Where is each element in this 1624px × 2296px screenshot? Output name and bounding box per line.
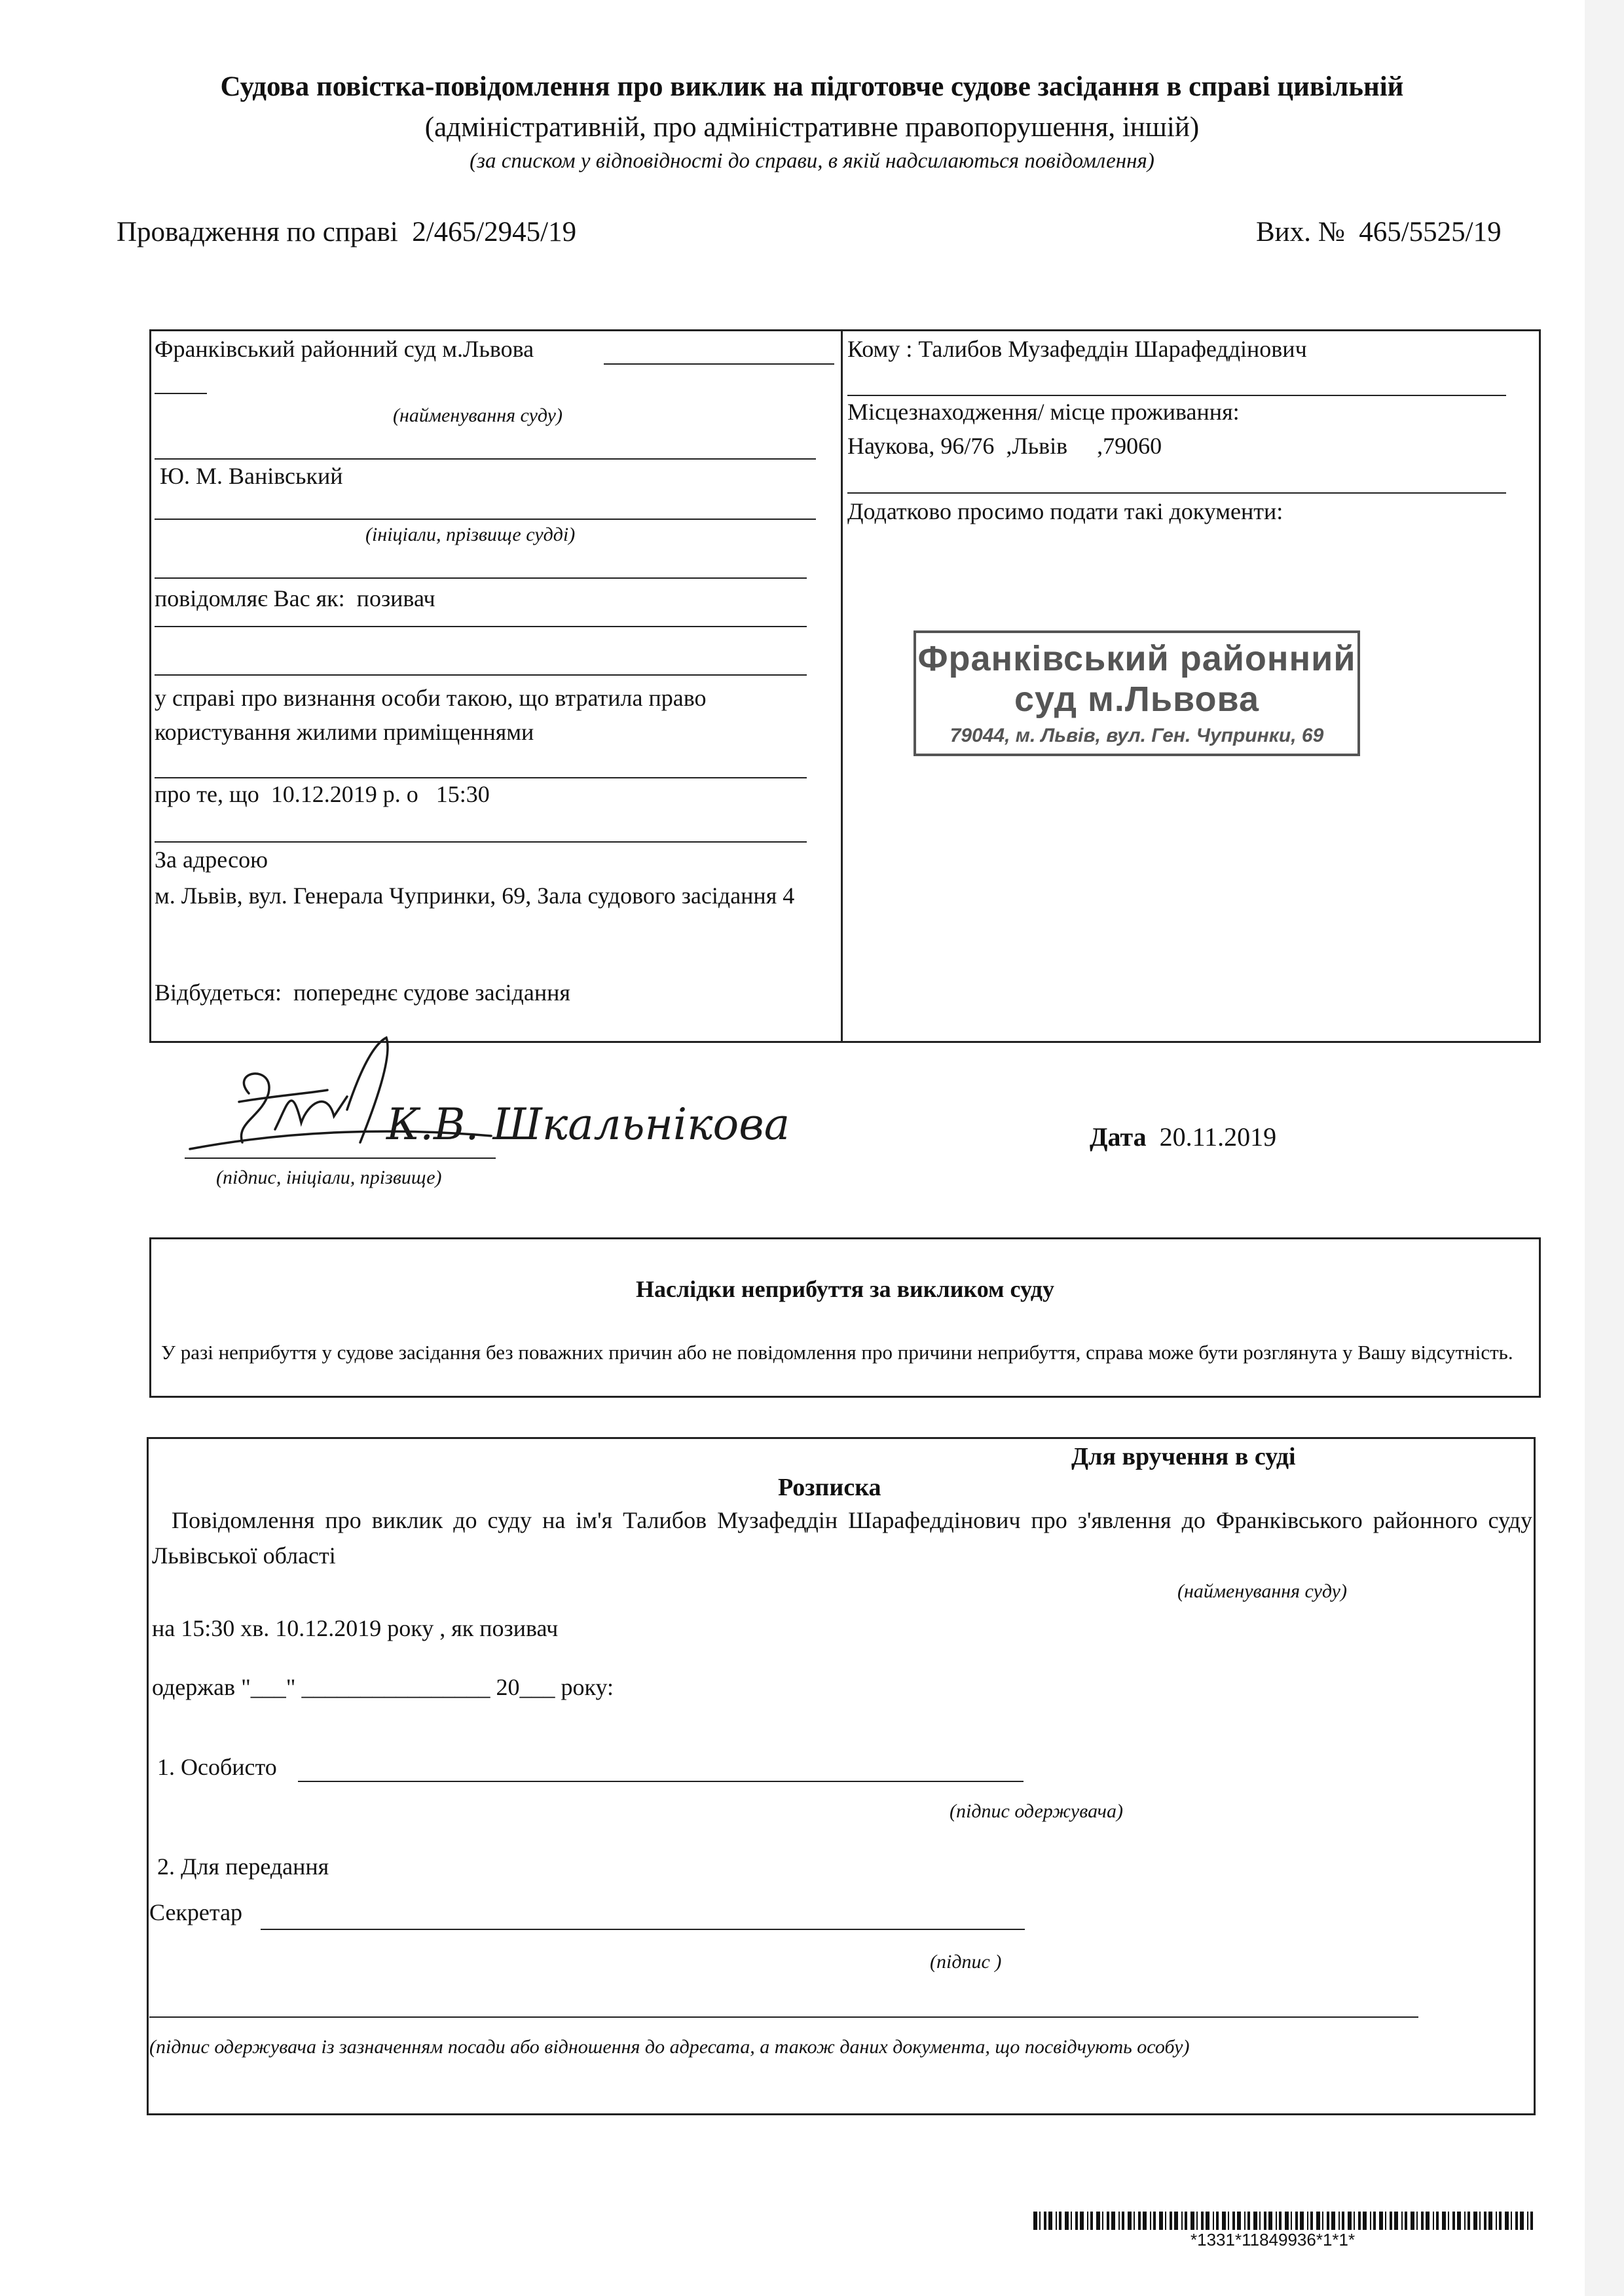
event-value: попереднє судове засідання xyxy=(293,979,570,1006)
event-label: Відбудеться: xyxy=(155,979,282,1006)
stamp-line-1: Франківський районний xyxy=(917,639,1356,678)
stamp-line-3: 79044, м. Львів, вул. Ген. Чупринки, 69 xyxy=(950,725,1324,746)
signature-name: К.В. Шкальнікова xyxy=(386,1099,790,1150)
receipt-time-line: на 15:30 хв. 10.12.2019 року , як позивач xyxy=(152,1615,559,1641)
document-note: (за списком у відповідності до справи, в якій надсилаються повідомлення) xyxy=(470,149,1154,173)
court-address: м. Львів, вул. Генерала Чупринки, 69, Зала судового засідання 4 xyxy=(155,883,795,909)
barcode-icon xyxy=(1033,2212,1538,2230)
barcode-text: *1331*11849936*1*1* xyxy=(1190,2230,1356,2250)
for-court-label: Для вручення в суді xyxy=(1071,1443,1296,1470)
extra-docs-label: Додатково просимо подати такі документи: xyxy=(847,498,1283,524)
stamp-line-2: суд м.Львова xyxy=(1014,680,1260,719)
divider-line xyxy=(847,395,1506,396)
divider-line xyxy=(155,674,807,676)
handwritten-signature xyxy=(177,1031,790,1169)
court-name-underline-2 xyxy=(155,393,207,394)
court-stamp xyxy=(913,630,1360,756)
outgoing-number: 465/5525/19 xyxy=(1359,217,1502,247)
proceeding-number: 2/465/2945/19 xyxy=(412,217,577,247)
when-time: 15:30 xyxy=(435,781,490,807)
when-line xyxy=(155,780,490,808)
divider-line xyxy=(847,492,1506,494)
personal-label: 1. Особисто xyxy=(157,1754,277,1780)
when-date: 10.12.2019 р. о xyxy=(270,781,418,807)
document-title: Судова повістка-повідомлення про виклик на підготовче судове засідання в справі цивільній xyxy=(220,71,1404,102)
address-label: За адресою xyxy=(155,847,268,873)
judge-underline xyxy=(155,519,816,520)
divider-line xyxy=(155,458,816,460)
divider-line xyxy=(155,777,807,778)
document-subtitle: (адміністративній, про адміністративне правопорушення, іншій) xyxy=(424,112,1200,143)
location-label: Місцезнаходження/ місце проживання: xyxy=(847,399,1240,425)
outgoing-label: Вих. № xyxy=(1256,217,1345,247)
date-label: Дата xyxy=(1090,1122,1147,1152)
judge-caption: (ініціали, прізвище судді) xyxy=(365,524,576,545)
court-name: Франківський районний суд м.Львова xyxy=(155,336,534,362)
date-line xyxy=(1090,1121,1276,1152)
receipt-text: Повідомлення про виклик до суду на ім'я Талибов Музафеддін Шарафеддінович про з'явлення до Франківського районного суду Львівської області xyxy=(152,1507,1532,1569)
consequences-text: У разі неприбуття у судове засідання без поважних причин або не повідомлення про причини неприбуття, справа може бути розглянута у Вашу відсутність. xyxy=(161,1341,1513,1364)
proceeding-line xyxy=(117,216,576,248)
divider-line xyxy=(155,626,807,627)
personal-signature-line xyxy=(298,1781,1024,1782)
recipient-line xyxy=(847,335,1307,363)
location-value: Наукова, 96/76 ,Львів ,79060 xyxy=(847,433,1162,459)
consequences-box xyxy=(149,1237,1541,1398)
divider-line xyxy=(155,577,807,579)
judge-name: Ю. М. Ванівський xyxy=(160,463,343,489)
recipient-sign-caption: (підпис одержувача) xyxy=(950,1800,1123,1822)
notify-label: повідомляє Вас як: xyxy=(155,585,345,611)
court-name-underline xyxy=(604,363,834,365)
outgoing-line xyxy=(1256,216,1502,248)
received-line: одержав "___" ________________ 20___ року: xyxy=(152,1674,614,1700)
date-value: 20.11.2019 xyxy=(1159,1122,1277,1152)
secretary-signature-line xyxy=(261,1929,1025,1930)
signature-caption: (підпис, ініціали, прізвище) xyxy=(216,1167,442,1188)
recipient-label: Кому : xyxy=(847,336,913,362)
column-divider xyxy=(841,329,843,1043)
signature-underline xyxy=(185,1157,496,1159)
bottom-signature-line xyxy=(149,2016,1418,2018)
transfer-label: 2. Для передання xyxy=(157,1853,329,1880)
secretary-label: Секретар xyxy=(149,1899,243,1925)
court-caption: (найменування суду) xyxy=(393,405,563,426)
notify-line xyxy=(155,585,435,612)
notify-role: позивач xyxy=(356,585,435,611)
divider-line xyxy=(155,841,807,843)
consequences-title: Наслідки неприбуття за викликом суду xyxy=(636,1276,1054,1302)
receipt-court-caption: (найменування суду) xyxy=(1177,1580,1347,1602)
scan-edge-shadow xyxy=(1585,0,1624,2296)
when-prefix: про те, що xyxy=(155,781,259,807)
event-line xyxy=(155,979,570,1006)
bottom-caption: (підпис одержувача із зазначенням посади або відношення до адресата, а також даних документа, що посвідчують особу) xyxy=(149,2036,1190,2058)
case-subject: у справі про визнання особи такою, що втратила право користування жилими приміщеннями xyxy=(155,685,707,745)
sign-caption: (підпис ) xyxy=(930,1951,1002,1973)
receipt-title: Розписка xyxy=(778,1474,881,1501)
proceeding-label: Провадження по справі xyxy=(117,217,398,247)
recipient-name: Талибов Музафеддін Шарафеддінович xyxy=(918,336,1307,362)
